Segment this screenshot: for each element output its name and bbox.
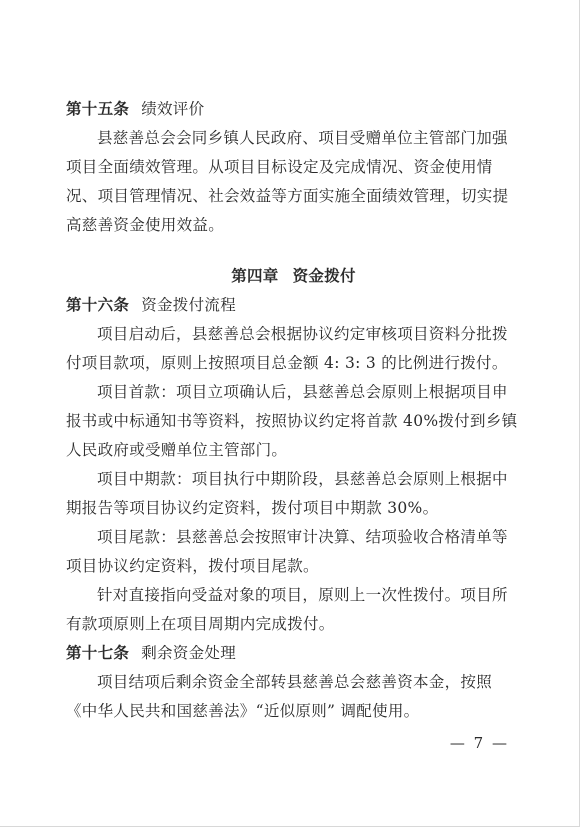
article-16-title: 资金拨付流程: [141, 296, 237, 314]
page-number: — 7 —: [449, 734, 509, 752]
article-16-paragraph-1: 项目启动后，县慈善总会根据协议约定审核项目资料分批拨付项目款项，原则上按照项目总金额 4: 3: 3 的比例进行拨付。: [66, 325, 508, 372]
article-15-title: 绩效评价: [141, 100, 205, 118]
article-15: [66, 95, 521, 240]
article-15-number: 第十五条: [66, 100, 130, 118]
article-17: [66, 639, 521, 726]
article-16-paragraph-4: 项目尾款：县慈善总会按照审计决算、结项验收合格清单等项目协议约定资料，拨付项目尾款。: [66, 528, 508, 575]
article-16-paragraph-3: 项目中期款：项目执行中期阶段，县慈善总会原则上根据中期报告等项目协议约定资料，拨付项目中期款 30%。: [66, 470, 508, 517]
article-17-title: 剩余资金处理: [141, 644, 237, 662]
chapter-4-title: 资金拨付: [292, 267, 356, 285]
article-17-heading: [66, 639, 521, 668]
page-content: [66, 95, 521, 726]
article-16-number: 第十六条: [66, 296, 130, 314]
article-16-heading: [66, 291, 521, 320]
chapter-4-heading: [66, 262, 521, 291]
chapter-4-number: 第四章: [231, 267, 279, 285]
article-15-heading: [66, 95, 521, 124]
article-15-paragraph-1: 县慈善总会会同乡镇人民政府、项目受赠单位主管部门加强项目全面绩效管理。从项目目标设定及完成情况、资金使用情况、项目管理情况、社会效益等方面实施全面绩效管理，切实提高慈善资金使用效益。: [66, 129, 509, 234]
article-16-paragraph-5: 针对直接指向受益对象的项目，原则上一次性拨付。项目所有款项原则上在项目周期内完成拨付。: [66, 586, 508, 633]
article-16: [66, 291, 521, 639]
article-16-paragraph-2: 项目首款：项目立项确认后，县慈善总会原则上根据项目申报书或中标通知书等资料，按照协议约定将首款 40%拨付到乡镇人民政府或受赠单位主管部门。: [66, 383, 518, 459]
article-17-number: 第十七条: [66, 644, 130, 662]
article-17-paragraph-1: 项目结项后剩余资金全部转县慈善总会慈善资本金，按照《中华人民共和国慈善法》“近似原则” 调配使用。: [66, 673, 493, 720]
